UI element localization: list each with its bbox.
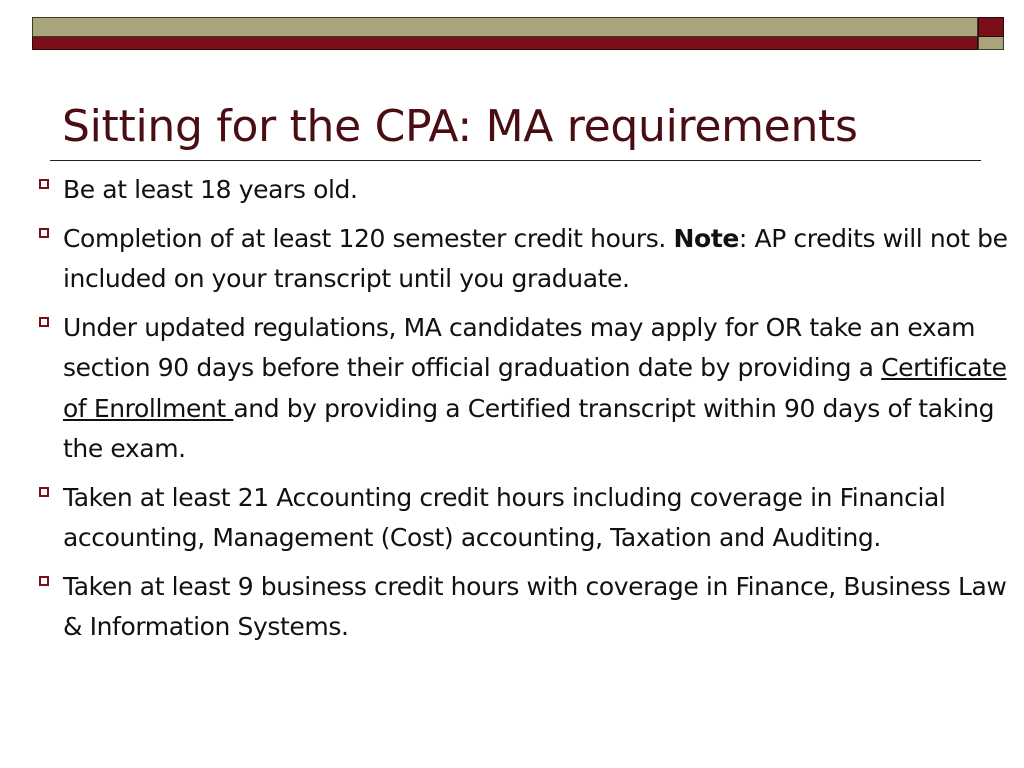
bullet-text: Be at least 18 years old.: [63, 175, 358, 204]
bullet-item-credit-hours: [37, 219, 1012, 300]
bullet-text-continued: : AP credits will not be included on your transcript until you graduate.: [63, 223, 1008, 293]
note-label: Note: [673, 223, 739, 253]
bullet-text: Under updated regulations, MA candidates may apply for OR take an exam section 90 days before their official graduation date by providing a: [63, 312, 976, 382]
title-divider: [50, 160, 981, 161]
hollow-square-bullet-icon: [39, 228, 49, 238]
header-band-red: [32, 37, 978, 50]
corner-square-red: [978, 17, 1004, 37]
bullet-list: [37, 170, 1012, 656]
bullet-text: Taken at least 21 Accounting credit hours including coverage in Financial accounting, Management (Cost) accounting, Taxation and Auditing.: [63, 482, 946, 552]
hollow-square-bullet-icon: [39, 487, 49, 497]
bullet-item-updated-regulations: [37, 308, 1012, 470]
bullet-item-age: [37, 170, 1012, 211]
certificate-of-enrollment-link[interactable]: Certificate of Enrollment: [63, 353, 1007, 423]
hollow-square-bullet-icon: [39, 179, 49, 189]
bullet-text: Completion of at least 120 semester credit hours.: [63, 223, 674, 253]
hollow-square-bullet-icon: [39, 576, 49, 586]
slide-title: Sitting for the CPA: MA requirements: [62, 101, 858, 152]
header-band-olive: [32, 17, 978, 37]
bullet-item-accounting-hours: [37, 478, 1012, 559]
bullet-item-business-hours: [37, 567, 1012, 648]
hollow-square-bullet-icon: [39, 317, 49, 327]
bullet-text: Taken at least 9 business credit hours with coverage in Finance, Business Law & Information Systems.: [63, 571, 1007, 641]
bullet-text-continued: and by providing a Certified transcript within 90 days of taking the exam.: [63, 393, 995, 463]
corner-square-olive: [978, 37, 1004, 50]
